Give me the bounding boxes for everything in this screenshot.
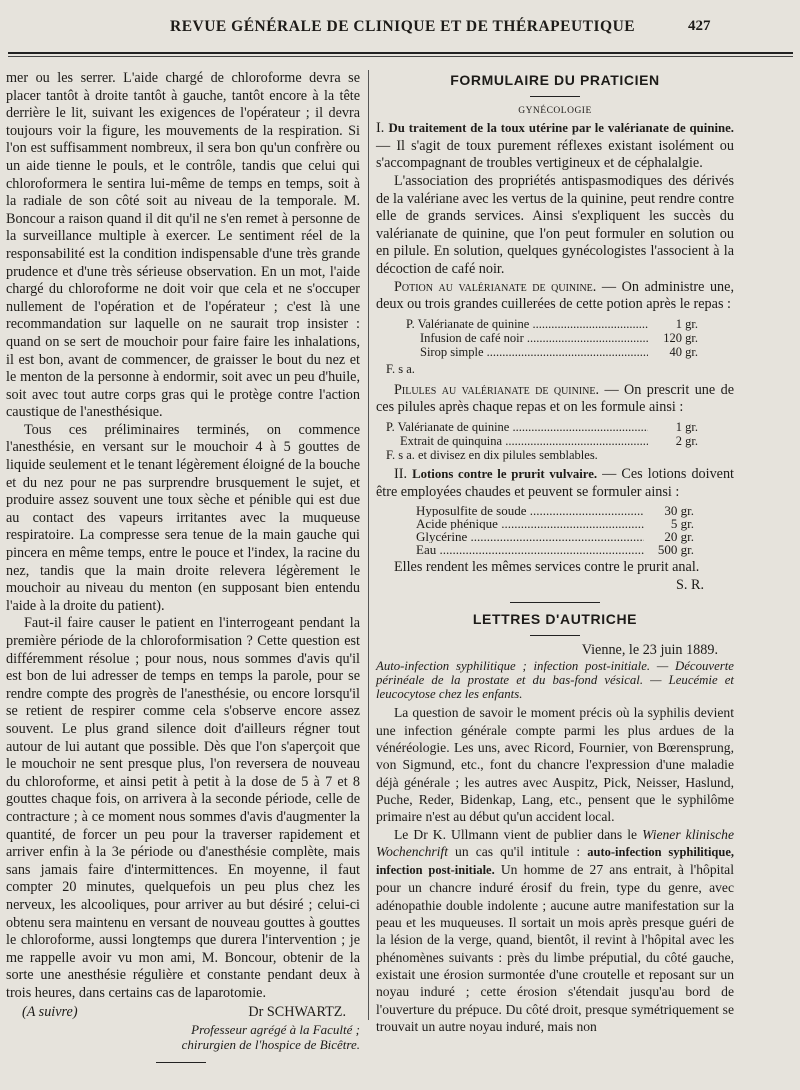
author-title-line-2: chirurgien de l'hospice de Bicêtre. — [181, 1037, 360, 1053]
case-title: auto-infection syphilitique, infection post-initiale. — [376, 844, 734, 878]
journal-name: Wiener klinische Wochenchrift — [376, 826, 734, 859]
potion-fs: F. s a. — [386, 361, 415, 376]
rx-row: Infusion de café noir ..... 120 gr. — [406, 331, 698, 345]
item-2-closing: Elles rendent les mêmes services contre le prurit anal. — [394, 559, 700, 576]
author-title — [6, 1022, 360, 1052]
author-title-line-1: Professeur agrégé à la Faculté ; — [191, 1022, 360, 1038]
item-2-number: II. — [394, 465, 407, 482]
rx-row: Extrait de quinquina ..... 2 gr. — [386, 434, 698, 448]
potion-text: — On administre une, deux ou trois grandes cuillerées de cette potion après le repas : — [376, 278, 734, 313]
end-rule — [156, 1062, 206, 1063]
item-2-paragraph — [376, 466, 734, 501]
item-1-paragraph-2: L'association des propriétés antispasmodiques des dérivés de la valériane avec les vertus de la quinine, peut rendre contre elle de grands services. Ainsi s'expliquent les succès du valérianate de quinine, que l'on peut formuler en solution ou en pilule. En solution, quelques gynécologistes l'associent à la décoction de café noir. — [376, 172, 734, 277]
page-number: 427 — [688, 18, 711, 34]
item-1-text: — Il s'agit de toux purement réflexes existant isolément ou s'accompagnant de troubles vertigineux et de céphalalgie. — [376, 137, 734, 172]
item-2-signature: S. R. — [676, 576, 704, 593]
letter-summary: Auto-infection syphilitique ; infection post-initiale. — Découverte périnéale de la prostate et du bas-fond vésical. — Leucémie et leucocytose chez les enfants. — [376, 659, 734, 702]
author-name: Dr SCHWARTZ. — [248, 1004, 346, 1021]
item-2-text: — Ces lotions doivent être employées chaudes et peuvent se formuler ainsi : — [376, 465, 734, 500]
item-1-number: I. — [376, 120, 385, 137]
pilules-fs: F. s a. et divisez en dix pilules semblables. — [386, 447, 598, 462]
pilules-paragraph — [376, 382, 734, 417]
potion-title: Potion au valérianate de quinine. — [394, 278, 597, 295]
rx-row: P. Valérianate de quinine ..... 1 gr. — [386, 420, 698, 434]
section-title-lettres: LETTRES D'AUTRICHE — [472, 611, 638, 628]
pilules-prescription — [376, 420, 734, 462]
rx-row: Hyposulfite de soude ..... 30 gr. — [416, 504, 694, 517]
lotion-prescription — [376, 504, 734, 556]
right-column — [376, 70, 734, 1035]
item-2-title: Lotions contre le prurit vulvaire. — [412, 466, 598, 481]
letter-paragraph-2: Le Dr K. Ullmann vient de publier dans le Wiener klinische Wochenchrift un cas qu'il intitule : auto-infection syphilitique, infection post-initiale. Un homme de 27 ans entrait, à l'hôpital pour un chancre induré érosif du frein, type du genre, avec adénopathie double indolente ; aucune autre manifestation sur la peau et les muqueuses. Il sortait un mois après presque guéri de la lésion de la verge, quand, bientôt, il revint à l'hôpital avec les phénomènes suivants : près du limbe préputial, du côté gauche, existait une érosion surmontée d'une croutelle et reposant sur un noyau induré ; cette érosion s'étendait jusqu'au bord de l'ouverture du prépuce. Du côté droit, presque symétriquement se trouvait un autre noyau induré, mais non — [376, 826, 734, 1034]
item-1-title: Du traitement de la toux utérine par le valérianate de quinine. — [388, 121, 735, 136]
rx-row: Sirop simple ..... 40 gr. — [406, 345, 698, 359]
header-rule — [8, 52, 793, 54]
section-rule — [530, 96, 580, 97]
potion-paragraph — [376, 279, 734, 314]
section-divider — [510, 602, 600, 603]
item-1-paragraph — [376, 120, 734, 173]
left-paragraph-3: Faut-il faire causer le patient en l'interrogeant pendant la première période de la chloroformisation ? Cette question est différemment résolue ; pour nous, nous sommes d'avis qu'il est bon de lui adresser de temps en temps la parole, pour se rendre compte des progrès de l'anesthésie, ou encore lorsqu'il se retient de respirer comme cela s'observe encore assez souvent. Le plus grand silence doit d'ailleurs régner tout autour de lui autant que possible. Dès que l'on s'aperçoit que le mouchoir ne sent presque plus, l'on reversera de nouveau du chloroforme, et ainsi petit à petit à la dose de 5 à 7 et 8 gouttes chaque fois, on arrivera à la seconde période, celle de contracture ; à ce moment nous sommes d'avis d'augmenter la quantité, de forcer un peu pour la traverser rapidement et arriver enfin à la 3e période ou d'anesthésie complète, mais sans jamais faire d'intermittences. En moyenne, il faut compter 20 minutes, quelquefois un peu plus chez les nerveux, les alcooliques, pour arriver au but désiré ; celui-ci obtenu sera maintenu en versant de nouveau gouttes à gouttes le chloroforme, aussi longtemps que durera l'intervention ; je me rappelle avoir vu mon ami, M. Boncour, obtenir de la sorte une anesthésie régulière et constante pendant deux à trois heures, dans certains cas de laparotomie. — [6, 615, 360, 1001]
header-rule-thin — [8, 56, 793, 57]
left-paragraph-2: Tous ces préliminaires terminés, on commence l'anesthésie, en versant sur le mouchoir 4 à 5 gouttes de liquide seulement et le tenant légèrement éloigné de la bouche et du nez pour ne pas surprendre brusquement le sujet, et produire assez souvent une toux sèche et pénible qui est due au contact des vapeurs irritantes avec la muqueuse respiratoire. La compresse sera tenue de la main gauche qui pincera en même temps, entre le pouce et l'index, la racine du nez, tandis que la main droite relevera légèrement le mouchoir au niveau du menton (en supposant bien entendu l'aide à la droite du patient). — [6, 421, 360, 614]
signature-line — [6, 1004, 360, 1022]
rx-row: Acide phénique ..... 5 gr. — [416, 517, 694, 530]
running-head — [0, 18, 800, 40]
pilules-text: — On prescrit une de ces pilules après chaque repas et on les formule ainsi : — [376, 381, 734, 416]
pilules-title: Pilules au valérianate de quinine. — [394, 381, 600, 398]
letter-paragraph-1: La question de savoir le moment précis où la syphilis devient une infection générale compte parmi les plus ardues de la vénéréologie. Les uns, avec Ricord, Fournier, von Bœrensprung, von Sigmund, etc., font du chancre l'expression d'une maladie déjà générale ; les autres avec Auspitz, Pick, Neisser, Haslund, Puche, Reder, Bidenkap, Lang, etc., pensent que le syphilôme primaire n'est au début qu'un accident local. — [376, 705, 734, 825]
section-subtitle-gynecologie: GYNÉCOLOGIE — [518, 105, 592, 116]
column-divider — [368, 70, 369, 1020]
rx-row: P. Valérianate de quinine ..... 1 gr. — [406, 317, 698, 331]
rx-row: Eau ..... 500 gr. — [416, 543, 694, 556]
rx-row: Glycérine ..... 20 gr. — [416, 530, 694, 543]
left-paragraph-1: mer ou les serrer. L'aide chargé de chloroforme devra se placer tantôt à droite tantôt à gauche, tantôt encore à la tête derrière le lit, suivant les exigences de l'opérateur ; il devra toujours voir la figure, les mouvements de la respiration. Si l'on est suffisamment nombreux, il sera bon qu'un confrère ou un aide tienne le pouls, et le contrôle, tandis que celui qui chloroformera le sentira lui-même de temps en temps, soit à la radiale de son côté soit au niveau de la temporale. M. Boncour a raison quand il dit qu'il ne s'en remet à personne de la surveillance multiple à exercer. Le sentiment réel de la responsabilité est la condition indispensable d'une très grande prudence et d'une très sérieuse observation. En un mot, l'aide chargé du chloroforme ne doit voir que cela et ne s'occuper nullement de l'opération et de l'opérateur ; c'est là une recommandation sur laquelle on ne saurait trop insister : quand on se sert de mouchoir pour faire faire les inhalations, il est bon, avant de commencer, de graisser le bout du nez et le menton de la personne à endormir, soit avec un peu d'huile, soit avec tout autre corps gras qui le protège contre l'action caustique de l'anesthésique. — [6, 70, 360, 421]
potion-prescription — [376, 317, 734, 359]
section-rule — [530, 635, 580, 636]
left-column — [6, 70, 360, 1063]
running-title: REVUE GÉNÉRALE DE CLINIQUE ET DE THÉRAPEUTIQUE — [170, 18, 636, 35]
dateline: Vienne, le 23 juin 1889. — [581, 641, 718, 658]
section-title-formulaire: FORMULAIRE DU PRATICIEN — [450, 72, 660, 88]
a-suivre: (A suivre) — [22, 1004, 78, 1021]
